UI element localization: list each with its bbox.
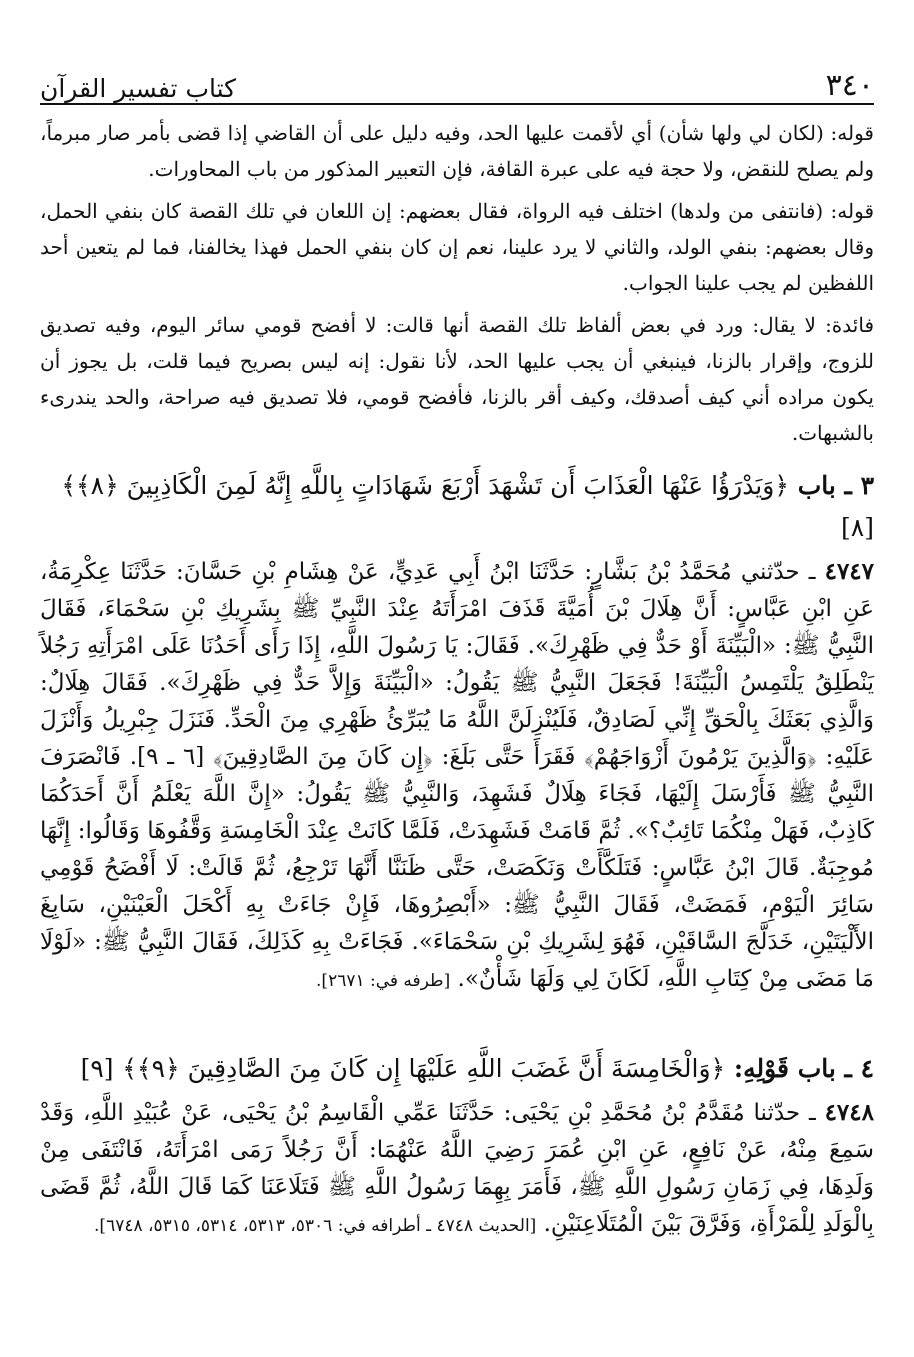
commentary-paragraph: قوله: (لكان لي ولها شأن) أي لأقمت عليها الحد، وفيه دليل على أن القاضي إذا قضى بأمر صار مبرماً، ولم يصلح للنقض، ولا حجة فيه على عبرة القافة، فإن التعبير المذكور من باب المحاورات. (40, 121, 874, 181)
chapter-verse: ﴿وَالْخَامِسَةَ أَنَّ غَضَبَ اللَّهِ عَلَيْهَا إِن كَانَ مِنَ الصَّادِقِينَ ﴿٩﴾﴾ (122, 1054, 726, 1083)
hadith-reference: [الحديث ٤٧٤٨ ـ أطرافه في: ٥٣٠٦، ٥٣١٣، ٥٣١٤، ٥٣١٥، ٦٧٤٨]. (94, 1216, 537, 1236)
page-header (40, 55, 874, 105)
chapter-verse: ﴿وَيَدْرَؤُا عَنْهَا الْعَذَابَ أَن تَشْهَدَ أَرْبَعَ شَهَادَاتٍ بِاللَّهِ إِنَّهُ لَمِنَ الْكَاذِبِينَ ﴿٨﴾﴾ (61, 471, 789, 500)
hadith-text: ـ حدّثنا مُقَدَّمُ بْنُ مُحَمَّدِ بْنِ يَحْيَى: حَدَّثَنَا عَمِّي الْقَاسِمُ بْنُ يَحْيَى، عَنْ عُبَيْدِ اللَّهِ، وَقَدْ سَمِعَ مِنْهُ، عَنْ نَافِعٍ، عَنِ ابْنِ عُمَرَ رَضِيَ اللَّهُ عَنْهُمَا: أَنَّ رَجُلاً رَمَى امْرَأَتَهُ، فَانْتَفَى مِنْ وَلَدِهَا، فِي زَمَانِ رَسُولِ اللَّهِ ﷺ، فَأَمَرَ بِهِمَا رَسُولُ اللَّهِ ﷺ فَتَلَاعَنَا كَمَا قَالَ اللَّهُ، ثُمَّ قَضَى بِالْوَلَدِ لِلْمَرْأَةِ، وَفَرَّقَ بَيْنَ الْمُتَلَاعِنَيْنِ. (40, 1100, 874, 1237)
chapter-heading-3 (40, 465, 874, 549)
page-content (40, 115, 874, 1245)
chapter-label: ٤ ـ باب قَوْلِهِ: (733, 1054, 874, 1083)
hadith-text: ـ حدّثني مُحَمَّدُ بْنُ بَشَّارٍ: حَدَّثَنَا ابْنُ أَبِي عَدِيٍّ، عَنْ هِشَامِ بْنِ حَسَّانَ: حَدَّثَنَا عِكْرِمَةُ، عَنِ ابْنِ عَبَّاسٍ: أَنَّ هِلَالَ بْنَ أُمَيَّةَ قَذَفَ امْرَأَتَهُ عِنْدَ النَّبِيِّ ﷺ بِشَرِيكِ بْنِ سَحْمَاءَ، فَقَالَ النَّبِيُّ ﷺ: «الْبَيِّنَةَ أَوْ حَدٌّ فِي ظَهْرِكَ». فَقَالَ: يَا رَسُولَ اللَّهِ، إِذَا رَأَى أَحَدُنَا عَلَى امْرَأَتِهِ رَجُلاً يَنْطَلِقُ يَلْتَمِسُ الْبَيِّنَةَ! فَجَعَلَ النَّبِيُّ ﷺ يَقُولُ: «الْبَيِّنَةَ وَإِلاَّ حَدٌّ فِي ظَهْرِكَ». فَقَالَ هِلَالٌ: وَالَّذِي بَعَثَكَ بِالْحَقِّ إِنِّي لَصَادِقٌ، فَلَيُنْزِلَنَّ اللَّهُ مَا يُبَرِّئُ ظَهْرِي مِنَ الْحَدِّ. فَنَزَلَ جِبْرِيلُ وَأَنْزَلَ عَلَيْهِ: ﴿وَالَّذِينَ يَرْمُونَ أَزْوَاجَهُمْ﴾ فَقَرَأَ حَتَّى بَلَغَ: ﴿إِن كَانَ مِنَ الصَّادِقِينَ﴾ [٦ ـ ٩]. فَانْصَرَفَ النَّبِيُّ ﷺ فَأَرْسَلَ إِلَيْهَا، فَجَاءَ هِلَالٌ فَشَهِدَ، وَالنَّبِيُّ ﷺ يَقُولُ: «إِنَّ اللَّهَ يَعْلَمُ أَنَّ أَحَدَكُمَا كَاذِبٌ، فَهَلْ مِنْكُمَا تَائِبٌ؟». ثُمَّ قَامَتْ فَشَهِدَتْ، فَلَمَّا كَانَتْ عِنْدَ الْخَامِسَةِ وَقَّفُوهَا وَقَالُوا: إِنَّهَا مُوجِبَةٌ. قَالَ ابْنُ عَبَّاسٍ: فَتَلَكَّأَتْ وَنَكَصَتْ، حَتَّى ظَنَنَّا أَنَّهَا تَرْجِعُ، ثُمَّ قَالَتْ: لَا أَفْضَحُ قَوْمِي سَائِرَ الْيَوْمِ، فَمَضَتْ، فَقَالَ النَّبِيُّ ﷺ: «أَبْصِرُوهَا، فَإِنْ جَاءَتْ بِهِ أَكْحَلَ الْعَيْنَيْنِ، سَابِغَ الأَلْيَتَيْنِ، خَدَلَّجَ السَّاقَيْنِ، فَهُوَ لِشَرِيكِ بْنِ سَحْمَاءَ». فَجَاءَتْ بِهِ كَذَلِكَ، فَقَالَ النَّبِيُّ ﷺ: «لَوْلَا مَا مَضَى مِنْ كِتَابِ اللَّهِ، لَكَانَ لِي وَلَهَا شَأْنٌ». (40, 559, 874, 992)
section-gap (40, 1000, 874, 1034)
verse-number: [٩] (80, 1054, 114, 1083)
commentary-paragraph: فائدة: لا يقال: ورد في بعض ألفاظ تلك القصة أنها قالت: لا أفضح قومي سائر اليوم، وفيه تصديق للزوج، وإقرار بالزنا، فينبغي أن يجب عليها الحد، لأنا نقول: إنه ليس بصريح فيما قلت، بل يجوز أن يكون مراده أني كيف أصدقك، وكيف أقر بالزنا، فأفضح قومي، فلا تصديق فيه صراحة، والحد يندرىء بالشبهات. (40, 313, 874, 445)
verse-number: [٨] (841, 513, 874, 542)
hadith-number: ٤٧٤٧ (824, 558, 875, 585)
hadith-4747 (40, 553, 874, 1000)
hadith-number: ٤٧٤٨ (824, 1099, 874, 1126)
chapter-heading-4 (40, 1048, 874, 1090)
hadith-reference: [طرفه في: ٢٦٧١]. (316, 971, 451, 991)
hadith-4748 (40, 1094, 874, 1245)
chapter-label: ٣ ـ باب (797, 471, 874, 500)
commentary-paragraph: قوله: (فانتفى من ولدها) اختلف فيه الرواة، فقال بعضهم: إن اللعان في تلك القصة كان بنفي الحمل، وقال بعضهم: بنفي الولد، والثاني لا يرد علينا، نعم إن كان بنفي الحمل فهذا يخالفنا، فما لم يتعين أحد اللفظين لم يجب علينا الجواب. (40, 199, 874, 295)
book-title: كتاب تفسير القرآن (40, 74, 237, 103)
page-number: ٣٤٠ (825, 68, 874, 103)
